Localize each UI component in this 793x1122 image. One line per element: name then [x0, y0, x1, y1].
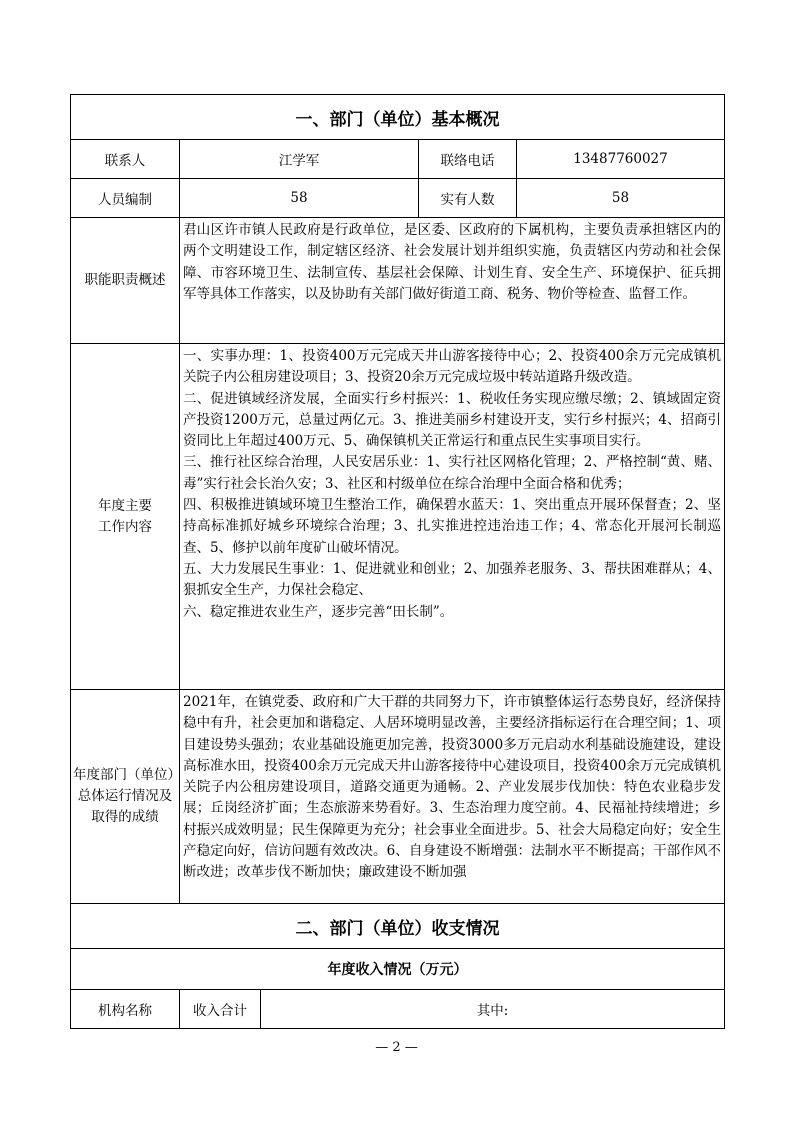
staff-quota-value: 58 [180, 179, 419, 218]
page-number: — 2 — [375, 1040, 418, 1055]
work-item: 六、稳定推进农业生产，逐步完善“田长制”。 [183, 603, 454, 620]
work-label [71, 344, 180, 690]
work-content [180, 344, 725, 690]
contact-value: 江学军 [180, 140, 419, 179]
work-item: 一、实事办理：1、投资400万元完成天井山游客接待中心；2、投资400余万元完成镇机关院子内公租房建设项目；3、投资20余万元完成垃圾中转站道路升级改造。 [183, 348, 721, 386]
results-label-line1: 年度部门（单位） [73, 767, 181, 783]
results-label [71, 690, 180, 904]
budget-form [70, 94, 724, 1029]
work-item: 五、大力发展民生事业：1、促进就业和创业；2、加强养老服务、3、帮扶困难群从；4、狠抓安全生产，力保社会稳定、 [183, 560, 721, 599]
staff-actual-label: 实有人数 [419, 179, 517, 218]
section2-title: 二、部门（单位）收支情况 [71, 904, 725, 949]
work-item: 四、积极推进镇域环境卫生整治工作，确保碧水蓝天：1、突出重点开展环保督查；2、坚持高标准抓好城乡环境综合治理；3、扎实推进控违治违工作；4、常态化开展河长制巡查、5、修护以前年度矿山破坏情况。 [183, 497, 721, 556]
income-col-detail: 其中: [261, 990, 725, 1029]
work-label-line2: 工作内容 [98, 518, 152, 535]
staff-actual-value: 58 [517, 179, 725, 218]
section1-title: 一、部门（单位）基本概况 [71, 95, 725, 140]
work-label-line1: 年度主要 [98, 497, 152, 514]
results-label-line3: 取得的成绩 [91, 809, 159, 825]
work-item: 二、促进镇域经济发展，全面实行乡村振兴：1、税收任务实现应缴尽缴；2、镇域固定资产投资1200万元，总量过两亿元。3、推进美丽乡村建设开支，实行乡村振兴；4、招商引资同比上年超过400万元、5、确保镇机关正常运行和重点民生实事项目实行。 [183, 390, 721, 450]
results-text: 2021年，在镇党委、政府和广大干群的共同努力下，许市镇整体运行态势良好，经济保持稳中有升，社会更加和谐稳定、人居环境明显改善，主要经济指标运行在合理空间；1、项目建设势头强劲；农业基础设施更加完善，投资3000多万元启动水利基础设施建设，建设高标准水田，投资400余万元完成天井山游客接待中心建设项目，投资400余万元完成镇机关院子内公租房建设项目，道路交通更为通畅。2、产业发展步伐加快：特色农业稳步发展；丘岗经济扩面；生态旅游来势看好。3、生态治理力度空前。4、民福祉持续增进；乡村振兴成效明显；民生保障更为充分；社会事业全面进步。5、社会大局稳定向好；安全生产稳定向好，信访问题有效改决。6、自身建设不断增强：法制水平不断提高；干部作风不断改进；改革步伐不断加快；廉政建设不断加强 [180, 690, 725, 904]
work-item: 三、推行社区综合治理，人民安居乐业：1、实行社区网格化管理；2、严格控制“黄、赌、毒”实行社会长治久安；3、社区和村级单位在综合治理中全面合格和优秀； [183, 454, 721, 492]
duties-text: 君山区许市镇人民政府是行政单位，是区委、区政府的下属机构，主要负责承担辖区内的两个文明建设工作，制定辖区经济、社会发展计划并组织实施，负责辖区内劳动和社会保障、市容环境卫生、法制宣传、基层社会保障、计划生育、安全生产、环境保护、征兵拥军等具体工作落实，以及协助有关部门做好街道工商、税务、物价等检查、监督工作。 [180, 218, 725, 344]
results-label-line2: 总体运行情况及 [77, 788, 173, 804]
duties-label: 职能职责概述 [71, 218, 180, 344]
contact-label: 联系人 [71, 140, 180, 179]
phone-value: 13487760027 [517, 140, 725, 179]
basic-info-table [70, 94, 725, 1029]
staff-quota-label: 人员编制 [71, 179, 180, 218]
income-col-total: 收入合计 [180, 990, 261, 1029]
income-title: 年度收入情况（万元） [71, 949, 725, 990]
phone-label: 联络电话 [419, 140, 517, 179]
income-col-org: 机构名称 [71, 990, 180, 1029]
